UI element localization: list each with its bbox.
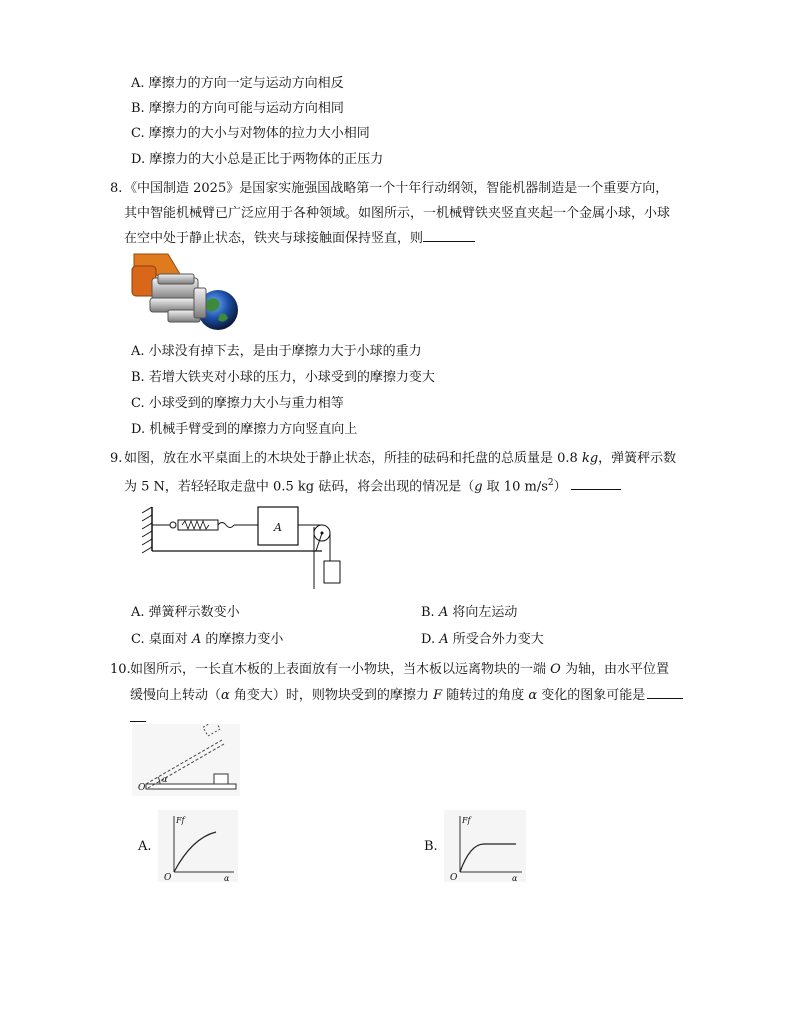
q9-number: 9.: [110, 451, 123, 466]
q8-option-a: A. 小球没有掉下去，是由于摩擦力大于小球的重力: [131, 344, 422, 359]
q10-number: 10.: [110, 662, 131, 677]
pivot-o-label: O: [138, 783, 146, 793]
graph-b-origin-label: O: [450, 873, 458, 882]
q8-stem-line3: 在空中处于静止状态，铁夹与球接触面保持竖直，则: [124, 229, 475, 248]
q8-stem-line2: 其中智能机械臂已广泛应用于各种领域。如图所示，一机械臂铁夹竖直夹起一个金属小球，小球: [124, 206, 671, 221]
q7-option-b: B. 摩擦力的方向可能与运动方向相同: [131, 101, 344, 116]
q8-number: 8.: [110, 181, 123, 196]
q8-option-d: D. 机械手臂受到的摩擦力方向竖直向上: [131, 422, 358, 437]
answer-blank: [571, 477, 621, 490]
q9-stem-line1: 如图，放在水平桌面上的木块处于静止状态，所挂的砝码和托盘的总质量是 0.8 kg，弹簧秤示数: [124, 451, 677, 466]
graph-a-x-label: α: [224, 874, 230, 882]
answer-blank: [647, 686, 683, 699]
graph-a-y-label: Ff: [176, 816, 185, 825]
graph-a-origin-label: O: [164, 873, 172, 882]
q7-option-a: A. 摩擦力的方向一定与运动方向相反: [131, 76, 344, 91]
spring-scale-apparatus-figure: [138, 503, 354, 593]
graph-a: [158, 810, 238, 882]
q9-option-d: D. A 所受合外力变大: [421, 632, 544, 647]
q10-option-a-label: A.: [138, 839, 152, 854]
graph-b-x-label: α: [512, 874, 518, 882]
q7-option-c: C. 摩擦力的大小与对物体的拉力大小相同: [131, 126, 370, 141]
q10-option-b-label: B.: [424, 839, 438, 854]
answer-blank: [423, 229, 475, 242]
answer-blank-continued: [130, 709, 146, 722]
q8-option-b: B. 若增大铁夹对小球的压力，小球受到的摩擦力变大: [131, 370, 435, 385]
q8-stem-line1: 《中国制造 2025》是国家实施强国战略第一个十年行动纲领，智能机器制造是一个重要方向，: [124, 181, 669, 196]
q10-stem-line1: 如图所示，一长直木板的上表面放有一小物块，当木板以远离物块的一端 O 为轴，由水平位置: [130, 662, 669, 677]
q9-option-a: A. 弹簧秤示数变小: [131, 605, 240, 620]
robot-arm-figure: [128, 252, 246, 334]
q9-option-c: C. 桌面对 A 的摩擦力变小: [131, 632, 284, 647]
q9-stem-line2: 为 5 N，若轻轻取走盘中 0.5 kg 砝码，将会出现的情况是（g 取 10 $m/s^2$）: [124, 474, 621, 496]
block-a-label: A: [274, 521, 282, 534]
graph-b-y-label: Ff: [462, 816, 471, 825]
q7-option-d: D. 摩擦力的大小总是正比于两物体的正压力: [131, 152, 384, 167]
angle-alpha-label: α: [162, 775, 168, 784]
inclined-board-figure: [132, 724, 240, 796]
q9-option-b: B. A 将向左运动: [421, 605, 518, 620]
graph-b: [444, 810, 526, 882]
q10-stem-line2: 缓慢向上转动（α 角变大）时，则物块受到的摩擦力 F 随转过的角度 α 变化的图象可能是: [130, 686, 683, 705]
q8-option-c: C. 小球受到的摩擦力大小与重力相等: [131, 396, 344, 411]
